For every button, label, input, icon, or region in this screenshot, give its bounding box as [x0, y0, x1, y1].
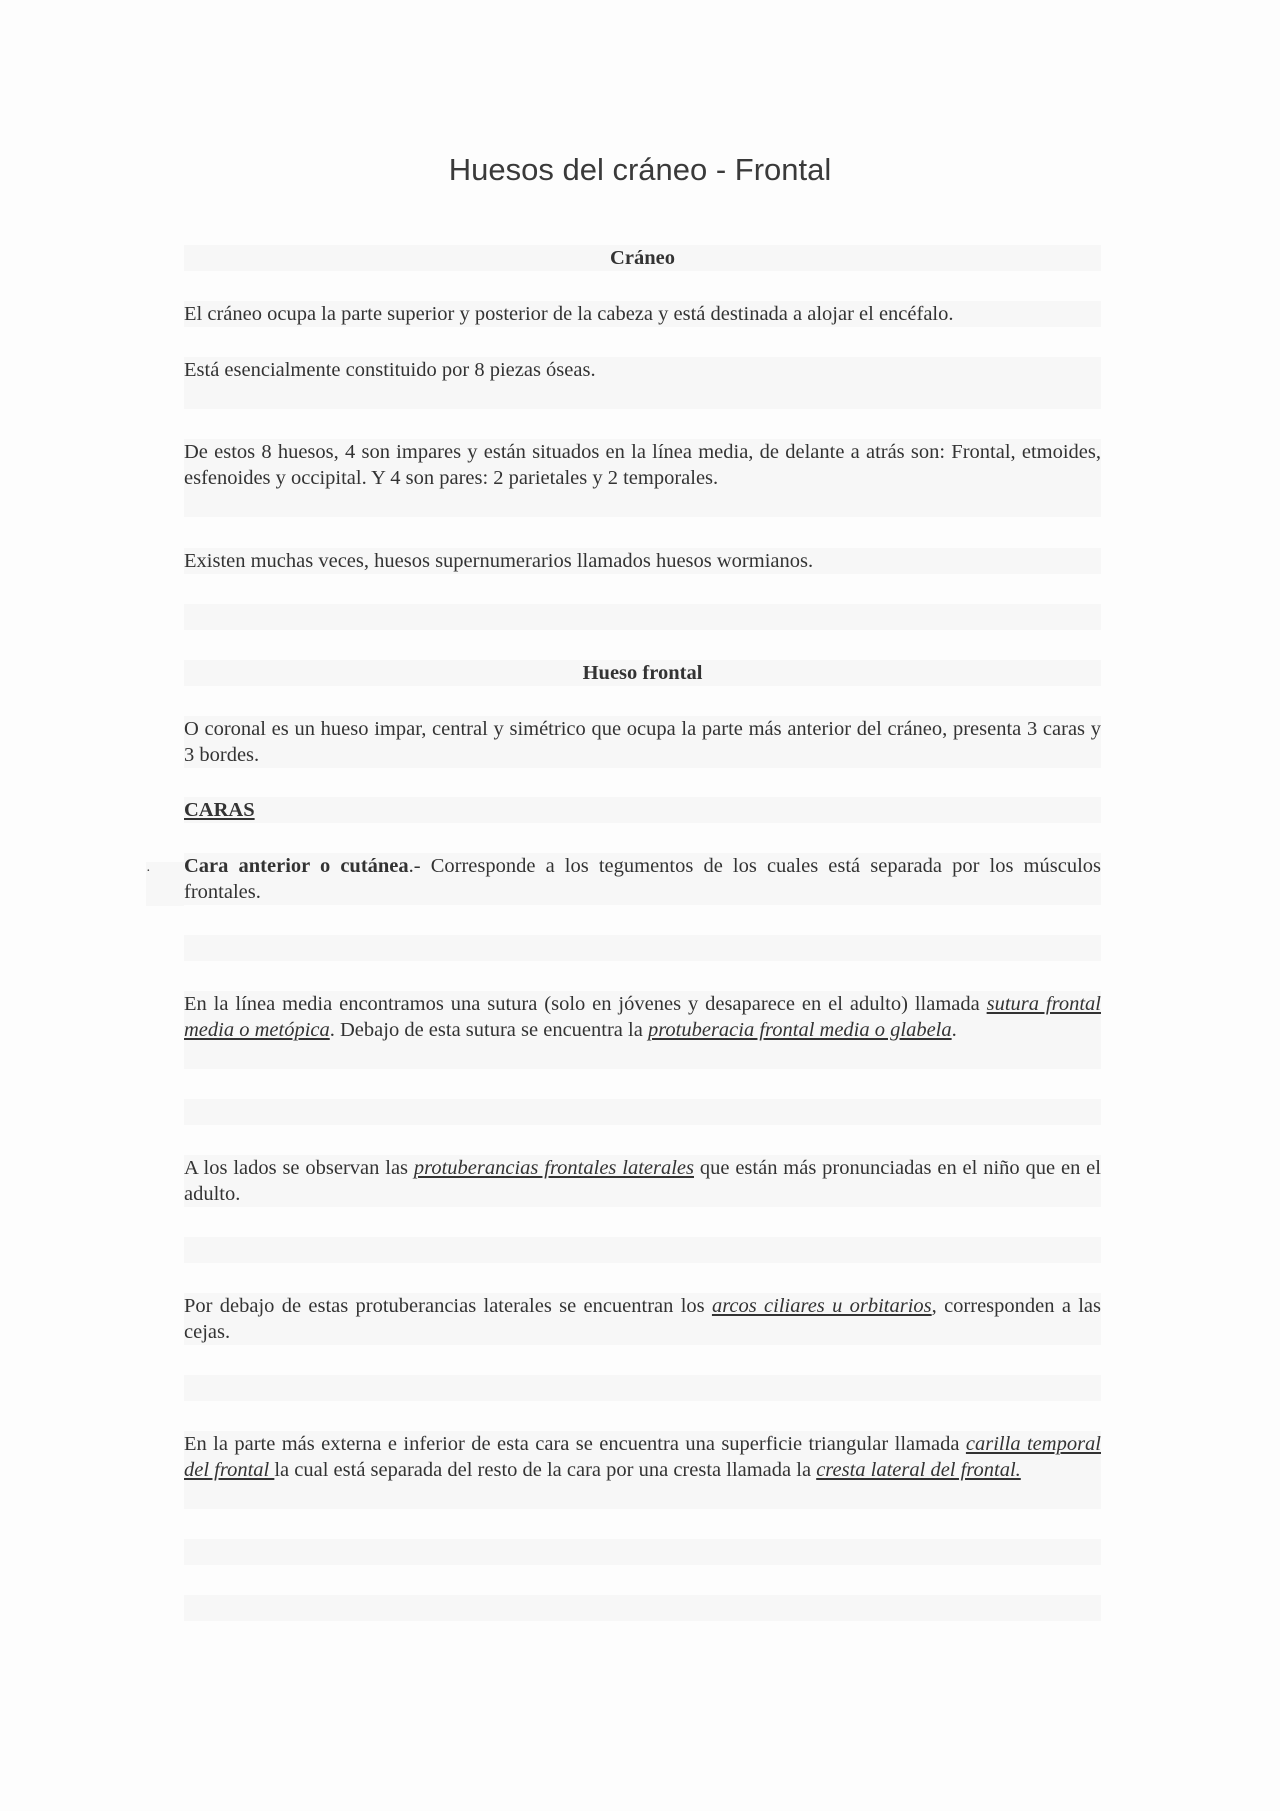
- paragraph-craneo-pieces: Está esencialmente constituido por 8 piezas óseas.: [184, 357, 1101, 409]
- empty-line: [184, 1099, 1101, 1125]
- section-heading-hueso-frontal: Hueso frontal: [184, 660, 1101, 686]
- term-sutura-frontal-media: sutura frontal media o metópica: [184, 993, 1101, 1041]
- section-heading-craneo: Cráneo: [184, 245, 1101, 271]
- bullet-marker: ·: [146, 862, 184, 906]
- empty-line: [184, 1375, 1101, 1401]
- paragraph-arcos-ciliares: Por debajo de estas protuberancias laterales se encuentran los arcos ciliares u orbitarios, corresponden a las cejas.: [184, 1295, 1101, 1343]
- paragraph-coronal: O coronal es un hueso impar, central y simétrico que ocupa la parte más anterior del cráneo, presenta 3 caras y 3 bordes.: [184, 718, 1101, 766]
- empty-line: [184, 604, 1101, 630]
- term-protuberancia-frontal-media: protuberacia frontal media o glabela: [647, 1019, 952, 1041]
- cara-anterior-separator: .-: [408, 855, 431, 877]
- term-carilla-temporal: carilla temporal del frontal: [184, 1433, 1101, 1481]
- empty-line: [184, 1237, 1101, 1263]
- term-protuberancias-frontales-laterales: protuberancias frontales laterales: [413, 1157, 694, 1179]
- paragraph-craneo-definition: El cráneo ocupa la parte superior y posterior de la cabeza y está destinada a alojar el encéfalo.: [184, 301, 1101, 327]
- empty-line: [184, 935, 1101, 961]
- subheading-caras: CARAS: [184, 797, 1101, 823]
- paragraph-carilla-temporal: En la parte más externa e inferior de esta cara se encuentra una superficie triangular llamada carilla temporal del frontal la cual está separada del resto de la cara por una cresta llamada la cresta lateral del frontal.: [184, 1431, 1101, 1509]
- term-arcos-ciliares: arcos ciliares u orbitarios: [711, 1295, 932, 1317]
- paragraph-wormianos: Existen muchas veces, huesos supernumerarios llamados huesos wormianos.: [184, 548, 1101, 574]
- paragraph-sutura-metopica: En la línea media encontramos una sutura (solo en jóvenes y desaparece en el adulto) llamada sutura frontal media o metópica. Debajo de esta sutura se encuentra la protuberacia frontal media o glabela.: [184, 991, 1101, 1069]
- paragraph-protuberancias-laterales: A los lados se observan las protuberancias frontales laterales que están más pronunciadas en el niño que en el adulto.: [184, 1157, 1101, 1205]
- cara-anterior-text: Corresponde a los tegumentos de los cuales está separada por los músculos frontales.: [184, 855, 1101, 903]
- empty-line: [184, 1595, 1101, 1621]
- term-cresta-lateral: cresta lateral del frontal.: [816, 1459, 1021, 1481]
- paragraph-craneo-bones: De estos 8 huesos, 4 son impares y están situados en la línea media, de delante a atrás son: Frontal, etmoides, esfenoides y occipital. Y 4 son pares: 2 parietales y 2 temporales.: [184, 439, 1101, 517]
- document-title: Huesos del cráneo - Frontal: [448, 152, 832, 187]
- cara-anterior-label: Cara anterior o cutánea: [184, 855, 409, 877]
- empty-line: [184, 1539, 1101, 1565]
- list-item-cara-anterior: [184, 853, 1101, 905]
